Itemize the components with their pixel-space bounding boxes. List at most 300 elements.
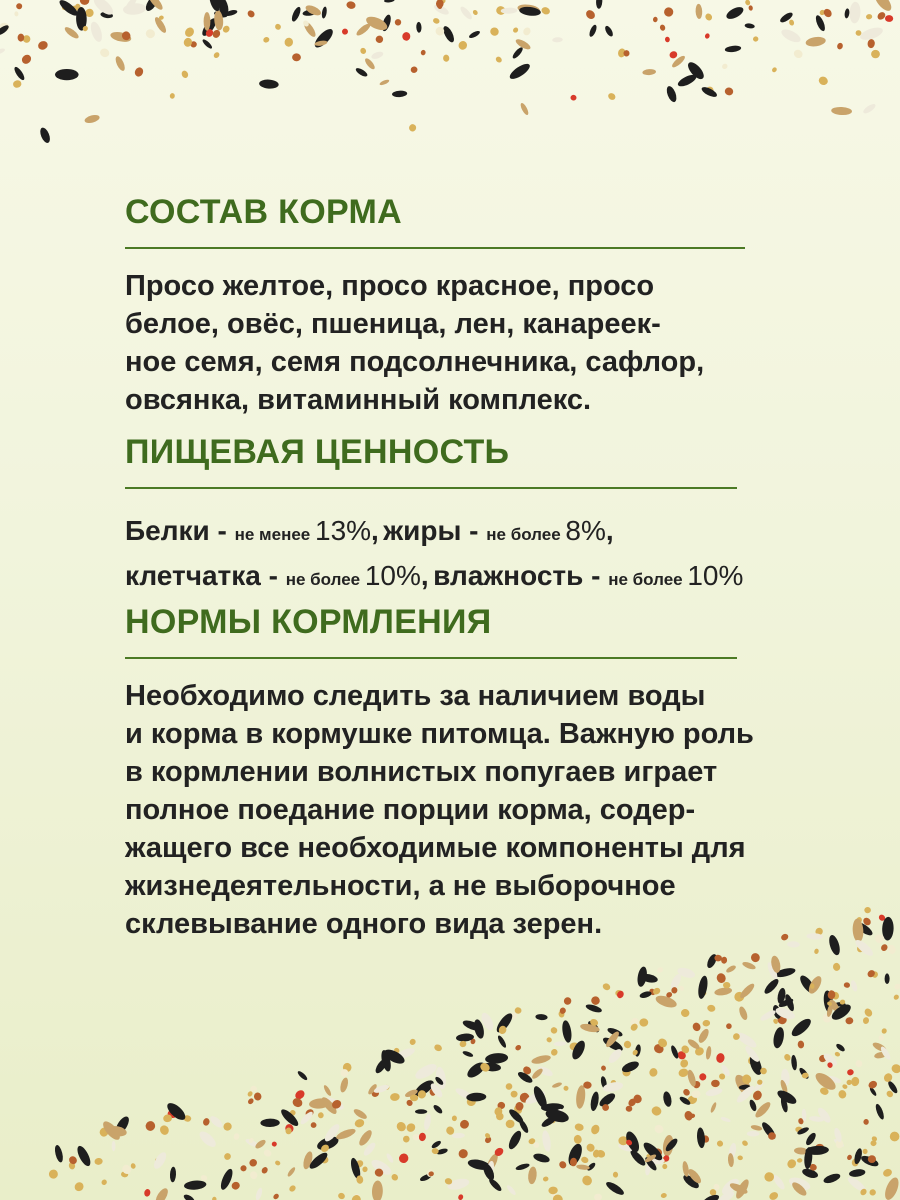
fiber-value: 10% [364,560,421,591]
sunflower-seed-icon [697,975,709,1000]
millet-grain-icon [408,123,416,132]
sunflower-seed-icon [844,8,850,19]
millet-grain-icon [284,37,294,47]
sunflower-seed-icon [535,1014,548,1021]
sunflower-seed-icon [182,1193,195,1200]
hulled-seed-icon [506,1184,517,1196]
millet-grain-icon [573,1134,582,1144]
sunflower-seed-icon [38,126,51,144]
sunflower-seed-icon [441,25,456,44]
sunflower-seed-icon [290,6,302,23]
red-millet-grain-icon [583,1081,592,1088]
oat-grain-icon [372,1180,384,1200]
sunflower-seed-icon [296,1070,308,1082]
millet-grain-icon [890,1132,900,1142]
millet-grain-icon [814,948,820,954]
millet-grain-icon [834,1051,841,1057]
millet-grain-icon [741,1139,749,1147]
sunflower-seed-icon [561,1020,573,1044]
sunflower-seed-icon [511,46,524,60]
red-millet-grain-icon [600,1065,606,1071]
feeding-norms-line: полное поедание порции корма, содер- [125,794,696,826]
millet-grain-icon [650,1105,662,1117]
hulled-seed-icon [787,941,800,948]
oat-grain-icon [84,114,101,125]
millet-grain-icon [180,70,189,80]
red-millet-grain-icon [682,1088,691,1097]
safflower-seed-icon [144,1188,152,1197]
fat-value: 8% [565,515,606,546]
sunflower-seed-icon [184,1180,207,1191]
millet-grain-icon [130,1163,136,1170]
millet-grain-icon [704,12,713,22]
sunflower-seed-icon [260,1118,280,1127]
composition-line: Просо желтое, просо красное, просо [125,270,655,302]
feeding-norms-line: жащего все необходимые компоненты для [125,832,746,864]
millet-grain-icon [602,982,612,992]
oat-grain-icon [153,1186,170,1200]
oat-grain-icon [63,25,80,40]
sunflower-seed-icon [762,977,780,996]
millet-grain-icon [443,54,450,62]
composition-line: овсянка, витаминный комплекс. [125,384,592,416]
sunflower-seed-icon [508,61,532,82]
millet-grain-icon [12,79,22,88]
red-millet-grain-icon [558,1160,568,1170]
safflower-seed-icon [570,95,577,101]
fiber-label: клетчатка [125,560,261,591]
safflower-seed-icon [419,1132,427,1141]
millet-grain-icon [472,9,479,16]
sunflower-seed-icon [748,1099,758,1112]
red-millet-grain-icon [374,34,384,44]
millet-grain-icon [580,1174,594,1188]
white-millet-grain-icon [721,63,728,70]
feeding-norms-line: Необходимо следить за наличием воды [125,680,706,712]
sunflower-seed-icon [822,1172,841,1185]
hulled-seed-icon [554,1041,567,1046]
hulled-seed-icon [862,102,877,115]
oat-grain-icon [204,12,211,31]
sunflower-seed-icon [55,69,79,80]
millet-grain-icon [432,17,440,24]
moisture-label: влажность [433,560,584,591]
nutrition-values [125,511,765,601]
oat-grain-icon [363,57,376,71]
millet-grain-icon [395,1120,408,1133]
millet-grain-icon [405,1122,417,1134]
oat-grain-icon [872,0,895,14]
hulled-seed-icon [152,1150,169,1170]
millet-grain-icon [101,1179,108,1187]
millet-grain-icon [863,1149,868,1154]
millet-grain-icon [457,40,469,52]
millet-grain-icon [706,1004,716,1013]
red-millet-grain-icon [239,1164,247,1172]
millet-grain-icon [390,1093,400,1102]
millet-grain-icon [893,994,900,1001]
oat-grain-icon [323,1084,333,1097]
hulled-seed-icon [459,5,474,21]
sunflower-seed-icon [804,1131,817,1146]
millet-grain-icon [607,92,617,102]
millet-grain-icon [871,50,880,58]
red-millet-grain-icon [292,53,301,61]
hulled-seed-icon [385,1152,394,1163]
fiber-separator: , [420,560,429,591]
oat-grain-icon [738,982,756,1000]
composition-line: ное семя, семя подсолнечника, сафлор, [125,346,705,378]
millet-grain-icon [274,23,282,31]
millet-grain-icon [221,24,231,34]
millet-grain-icon [223,1152,232,1161]
red-millet-grain-icon [663,6,675,18]
oat-grain-icon [514,37,532,51]
red-millet-grain-icon [725,1022,733,1030]
safflower-seed-icon [704,33,710,40]
feeding-norms-line: жизнедеятельности, а не выборочное [125,870,676,902]
sunflower-seed-icon [589,1091,600,1112]
sunflower-seed-icon [604,1180,625,1197]
oat-grain-icon [750,1124,762,1131]
sunflower-seed-icon [415,1109,427,1114]
millet-grain-icon [158,1124,170,1136]
red-millet-grain-icon [780,933,789,942]
white-millet-grain-icon [653,1124,665,1135]
white-millet-grain-icon [792,48,804,59]
white-millet-grain-icon [144,28,156,40]
sunflower-seed-icon [801,1167,819,1180]
red-millet-grain-icon [659,24,666,32]
millet-grain-icon [402,1135,411,1144]
red-millet-grain-icon [867,39,875,49]
red-millet-grain-icon [346,0,357,9]
millet-grain-icon [752,35,759,42]
red-millet-grain-icon [867,1079,878,1089]
millet-grain-icon [788,19,794,26]
oat-grain-icon [705,1046,712,1060]
red-millet-grain-icon [748,5,753,11]
millet-grain-icon [797,1158,803,1163]
hulled-seed-icon [780,27,803,45]
red-millet-grain-icon [420,49,426,55]
sunflower-seed-icon [744,23,755,29]
moisture-dash: - [583,560,609,591]
millet-grain-icon [495,55,503,63]
red-millet-grain-icon [37,40,49,52]
sunflower-seed-icon [201,38,213,50]
safflower-seed-icon [885,15,893,22]
millet-grain-icon [862,1017,869,1025]
white-millet-grain-icon [893,983,900,991]
white-millet-grain-icon [435,26,445,36]
white-millet-grain-icon [887,944,897,955]
oat-grain-icon [286,1166,296,1177]
oat-grain-icon [805,36,826,48]
millet-grain-icon [390,1173,399,1182]
moisture-value: 10% [687,560,744,591]
red-millet-grain-icon [836,42,843,50]
millet-grain-icon [764,1171,775,1182]
oat-grain-icon [882,1176,900,1200]
hulled-seed-icon [552,37,563,43]
millet-grain-icon [354,1118,366,1129]
safflower-seed-icon [847,1069,855,1076]
composition-divider [125,247,745,249]
millet-grain-icon [337,1192,346,1200]
oat-grain-icon [725,964,737,974]
feeding-norms-line: склевывание одного вида зерен. [125,908,603,940]
millet-grain-icon [505,1119,514,1128]
safflower-seed-icon [715,1052,725,1063]
millet-grain-icon [817,75,829,86]
millet-grain-icon [183,26,196,39]
safflower-seed-icon [668,50,678,60]
oat-grain-icon [738,1005,749,1021]
white-millet-grain-icon [14,11,19,17]
sunflower-seed-icon [532,1152,550,1164]
white-millet-grain-icon [249,1170,258,1179]
protein-qualifier: не менее [234,525,315,544]
oat-grain-icon [531,1067,545,1080]
hulled-seed-icon [255,1187,264,1200]
sunflower-seed-icon [814,14,827,32]
feeding-norms-line: и корма в кормушке питомца. Важную роль [125,718,754,750]
safflower-seed-icon [698,1072,708,1082]
millet-grain-icon [662,1164,667,1169]
sunflower-seed-icon [13,65,26,81]
red-millet-grain-icon [457,1147,470,1160]
millet-grain-icon [832,962,841,971]
millet-grain-icon [222,1121,234,1132]
millet-grain-icon [550,1048,559,1057]
white-millet-grain-icon [678,985,685,992]
oat-grain-icon [695,4,702,19]
millet-grain-icon [613,1172,619,1178]
millet-grain-icon [452,1115,457,1121]
red-millet-grain-icon [254,1092,262,1101]
fat-qualifier: не более [486,525,566,544]
millet-grain-icon [837,1089,847,1099]
sunflower-seed-icon [321,6,327,19]
hulled-seed-icon [423,1113,432,1130]
millet-grain-icon [212,1196,217,1200]
composition-section [125,195,765,419]
composition-text [125,267,765,419]
millet-grain-icon [768,1191,780,1200]
hulled-seed-icon [705,1087,723,1098]
sunflower-seed-icon [588,24,598,38]
millet-grain-icon [274,1160,281,1167]
red-millet-grain-icon [711,1080,720,1087]
millet-grain-icon [48,1169,59,1180]
sunflower-seed-icon [604,25,615,38]
hulled-seed-icon [0,47,6,55]
red-millet-grain-icon [652,16,658,22]
red-millet-grain-icon [394,19,401,26]
oat-grain-icon [831,106,852,115]
hulled-seed-icon [413,1061,439,1082]
millet-grain-icon [723,982,731,989]
sunflower-seed-icon [355,67,369,79]
red-millet-grain-icon [410,66,418,74]
sunflower-seed-icon [725,5,746,22]
white-millet-grain-icon [522,26,532,36]
red-millet-grain-icon [20,53,33,66]
sunflower-seed-icon [835,1042,846,1052]
oat-grain-icon [531,1054,552,1066]
oat-grain-icon [642,69,656,76]
millet-grain-icon [737,1155,743,1160]
sunflower-seed-icon [827,934,842,957]
red-millet-grain-icon [868,1155,876,1163]
sunflower-seed-icon [789,1016,814,1039]
millet-grain-icon [890,1063,900,1075]
sunflower-seed-icon [468,30,481,40]
red-millet-grain-icon [514,1044,522,1052]
protein-separator: , [371,515,379,546]
composition-heading: СОСТАВ КОРМА [125,193,402,231]
protein-value: 13% [315,515,372,546]
red-millet-grain-icon [876,11,887,22]
red-millet-grain-icon [844,982,851,988]
feeding-norms-section [125,605,765,943]
white-millet-grain-icon [656,966,664,974]
millet-grain-icon [73,1180,86,1193]
red-millet-grain-icon [15,2,23,10]
millet-grain-icon [680,1008,690,1018]
sunflower-seed-icon [53,1144,64,1163]
sunflower-seed-icon [636,966,648,988]
millet-grain-icon [409,1038,417,1046]
oat-grain-icon [654,993,678,1009]
fat-label: жиры [383,515,462,546]
protein-label: Белки [125,515,210,546]
hulled-seed-icon [850,980,859,993]
millet-grain-icon [660,1192,667,1198]
red-millet-grain-icon [584,8,596,20]
hulled-seed-icon [853,937,875,958]
white-millet-grain-icon [878,1035,884,1042]
sunflower-seed-icon [431,1140,442,1150]
sunflower-seed-icon [585,1003,603,1014]
millet-grain-icon [744,0,751,6]
millet-grain-icon [540,6,551,16]
millet-grain-icon [786,1158,798,1170]
millet-grain-icon [262,36,270,44]
nutrition-divider [125,487,737,489]
millet-grain-icon [359,47,367,55]
oat-grain-icon [575,1085,586,1109]
millet-grain-icon [574,1123,584,1132]
millet-grain-icon [864,907,871,913]
safflower-seed-icon [402,32,411,41]
millet-grain-icon [169,93,175,99]
millet-grain-icon [678,1068,690,1079]
oat-grain-icon [352,1107,368,1121]
millet-grain-icon [433,1043,443,1052]
red-millet-grain-icon [80,0,90,5]
millet-grain-icon [580,1156,589,1164]
hulled-seed-icon [849,2,861,24]
sunflower-seed-icon [885,973,890,984]
millet-grain-icon [510,1090,518,1097]
sunflower-seed-icon [874,1103,885,1121]
white-millet-grain-icon [594,1194,602,1200]
red-millet-grain-icon [880,943,889,952]
oat-grain-icon [710,1102,718,1114]
sunflower-seed-icon [670,1045,680,1060]
hulled-seed-icon [208,1114,224,1129]
sunflower-seed-icon [259,79,279,89]
red-millet-grain-icon [691,1021,702,1032]
sunflower-seed-icon [506,1129,523,1151]
sunflower-seed-icon [696,1127,706,1148]
millet-grain-icon [882,1072,893,1084]
millet-grain-icon [362,1166,369,1173]
oat-grain-icon [519,102,530,116]
sunflower-seed-icon [724,45,741,53]
millet-grain-icon [842,1084,849,1090]
red-millet-grain-icon [626,1106,633,1112]
sunflower-seed-icon [662,1091,673,1108]
fat-dash: - [461,515,487,546]
millet-grain-icon [771,66,778,73]
nutrition-line [125,556,765,601]
hulled-seed-icon [816,1106,833,1125]
hulled-seed-icon [370,50,384,60]
millet-grain-icon [550,1026,558,1034]
millet-grain-icon [866,14,873,20]
oat-grain-icon [339,1077,350,1093]
millet-grain-icon [882,1168,893,1179]
protein-dash: - [209,515,235,546]
sunflower-seed-icon [485,1052,509,1064]
nutrition-line [125,511,765,556]
red-millet-grain-icon [260,1166,268,1175]
nutrition-section [125,435,765,601]
red-millet-grain-icon [272,1193,280,1200]
millet-grain-icon [648,1067,658,1078]
millet-grain-icon [639,1018,648,1026]
millet-grain-icon [288,1184,297,1193]
sunflower-seed-icon [791,1055,798,1071]
oat-grain-icon [379,79,390,87]
red-millet-grain-icon [246,9,256,19]
sunflower-seed-icon [75,1144,93,1168]
oat-grain-icon [114,55,127,72]
red-millet-grain-icon [845,1017,854,1025]
sunflower-seed-icon [432,1104,444,1115]
feeding-norms-line: в кормлении волнистых попугаев играет [125,756,718,788]
oat-grain-icon [551,1081,562,1088]
sunflower-seed-icon [496,1034,507,1048]
millet-grain-icon [546,1036,553,1043]
red-millet-grain-icon [230,1180,241,1190]
hulled-seed-icon [452,1133,465,1139]
hulled-seed-icon [720,1116,731,1123]
sunflower-seed-icon [170,1167,177,1183]
oat-grain-icon [527,1166,537,1184]
red-millet-grain-icon [310,1122,316,1128]
feeding-norms-heading: НОРМЫ КОРМЛЕНИЯ [125,603,492,641]
millet-grain-icon [702,1019,711,1027]
feeding-norms-divider [125,657,737,659]
millet-grain-icon [590,1123,601,1135]
red-millet-grain-icon [563,996,572,1005]
oat-grain-icon [682,1161,690,1178]
millet-grain-icon [94,1157,103,1165]
